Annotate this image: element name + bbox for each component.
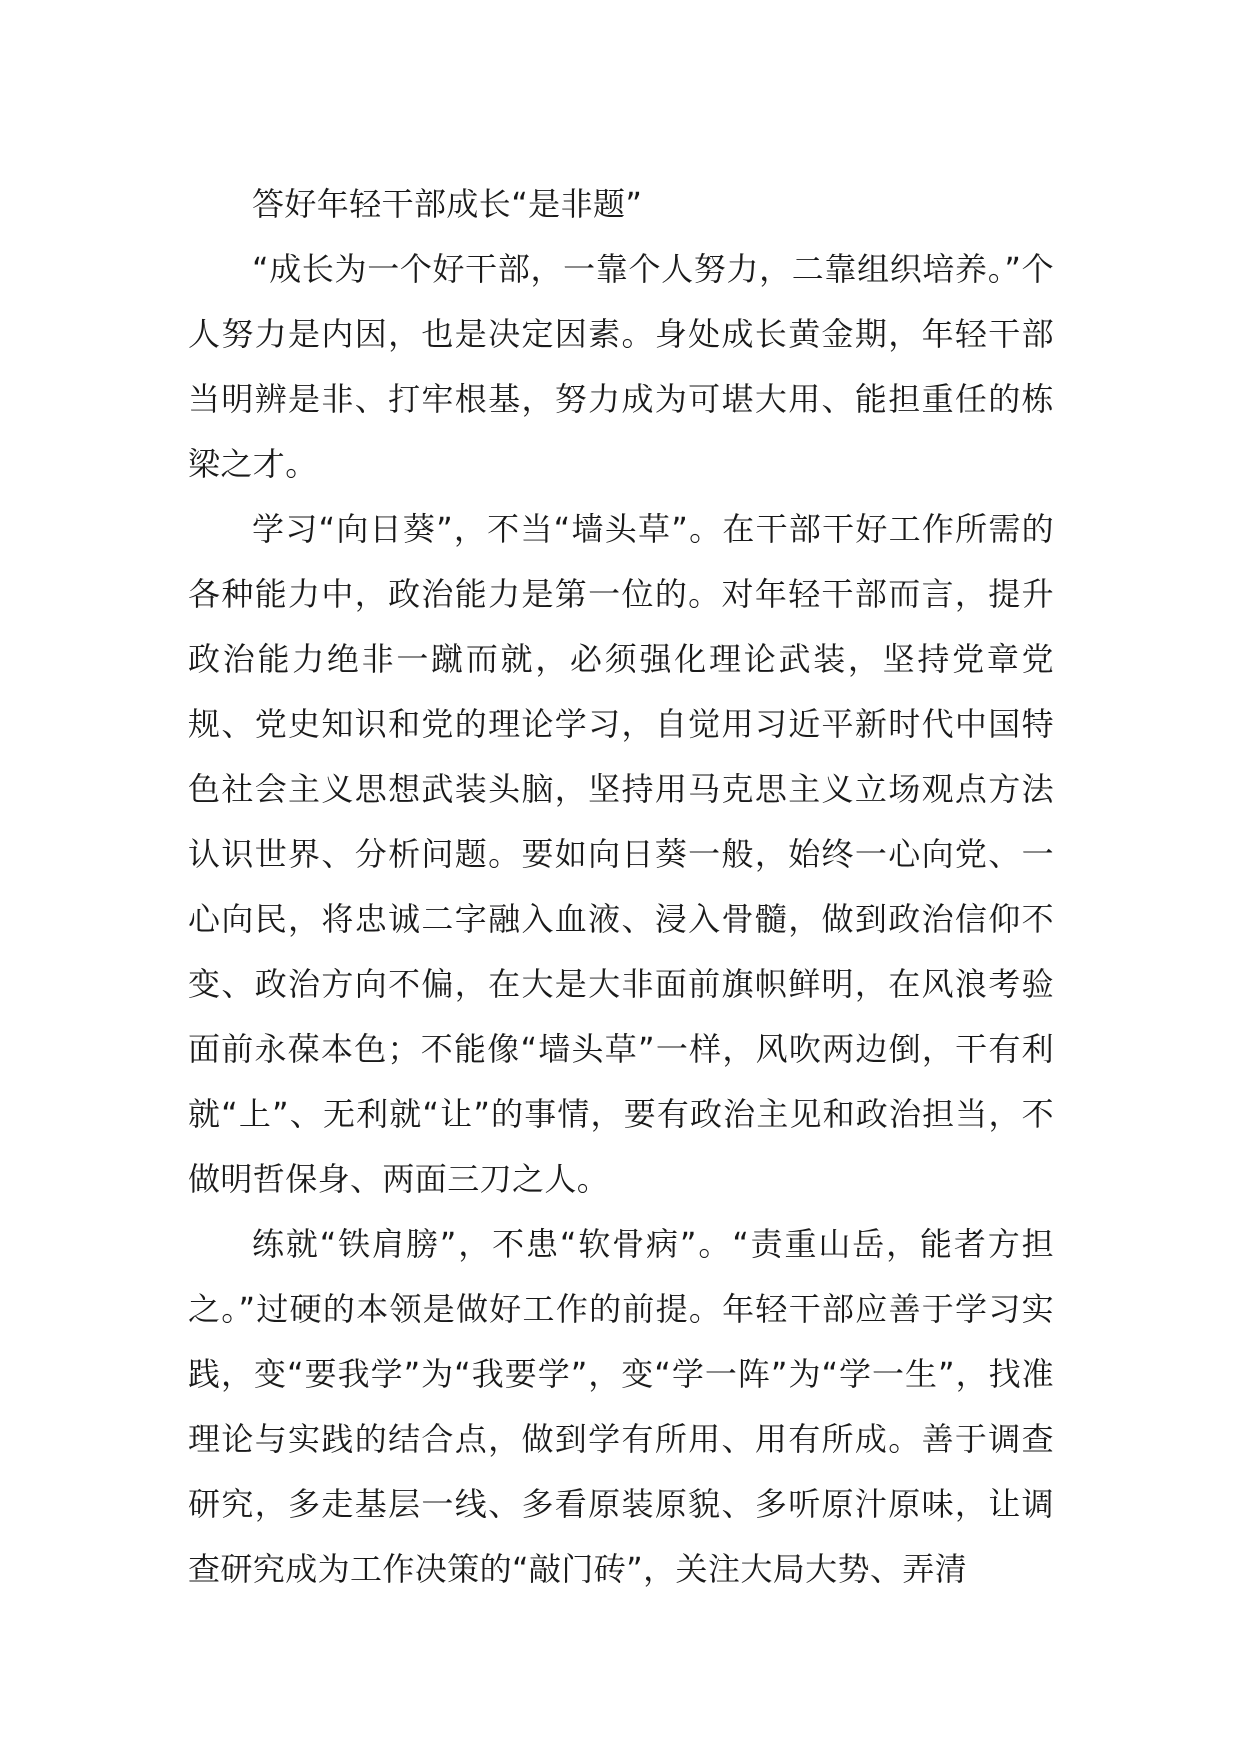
- paragraph-iron-shoulders: 练就“铁肩膀”，不患“软骨病”。“责重山岳，能者方担之。”过硬的本领是做好工作的前提。年轻干部应善于学习实践，变“要我学”为“我要学”，变“学一阵”为“学一生”，找准理论与实践的结合点，做到学有所用、用有所成。善于调查研究，多走基层一线、多看原装原貌、多听原汁原味，让调查研究成为工作决策的“敲门砖”，关注大局大势、弄清: [188, 1225, 1054, 1588]
- paragraph-sunflower: 学习“向日葵”，不当“墙头草”。在干部干好工作所需的各种能力中，政治能力是第一位的。对年轻干部而言，提升政治能力绝非一蹴而就，必须强化理论武装，坚持党章党规、党史知识和党的理论学习，自觉用习近平新时代中国特色社会主义思想武装头脑，坚持用马克思主义立场观点方法认识世界、分析问题。要如向日葵一般，始终一心向党、一心向民，将忠诚二字融入血液、浸入骨髓，做到政治信仰不变、政治方向不偏，在大是大非面前旗帜鲜明，在风浪考验面前永葆本色；不能像“墙头草”一样，风吹两边倒，干有利就“上”、无利就“让”的事情，要有政治主见和政治担当，不做明哲保身、两面三刀之人。: [188, 510, 1054, 1198]
- document-title: 答好年轻干部成长“是非题”: [252, 185, 643, 223]
- paragraph-intro: “成长为一个好干部，一靠个人努力，二靠组织培养。”个人努力是内因，也是决定因素。身处成长黄金期，年轻干部当明辨是非、打牢根基，努力成为可堪大用、能担重任的栋梁之才。: [188, 250, 1054, 483]
